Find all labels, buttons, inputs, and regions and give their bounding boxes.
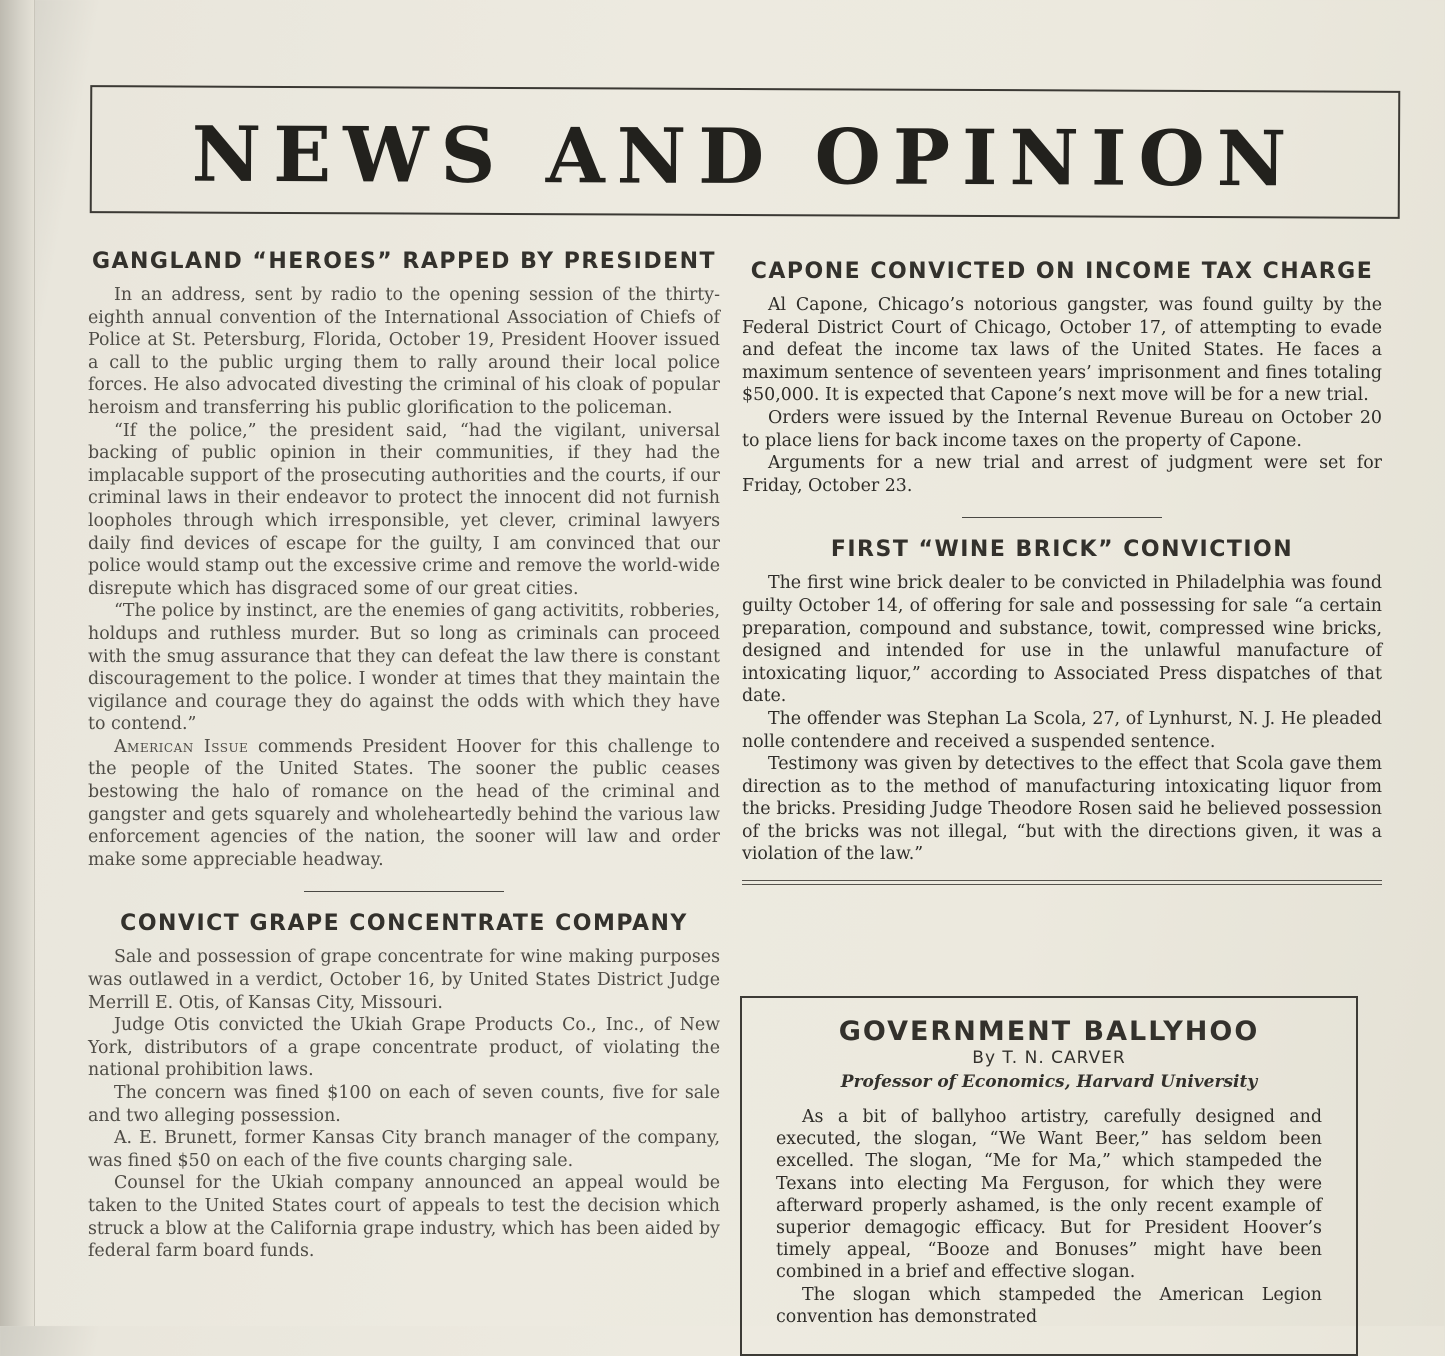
grape-paragraph-4: A. E. Brunett, former Kansas City branch manager of the company, was fined $50 on each of the five counts charging sale.	[88, 1128, 720, 1171]
capone-headline: CAPONE CONVICTED ON INCOME TAX CHARGE	[750, 259, 1374, 284]
article-gangland	[88, 248, 720, 871]
gangland-paragraph-3: “The police by instinct, are the enemies of gang activitits, robberies, holdups and ruthless murder. But so long as criminals can proceed with the smug assurance that they can defeat the law there is constant discouragement to the police. I wonder at times that they maintain the vigilance and courage they do against the odds with which they have to contend.”	[88, 601, 720, 735]
ballyhoo-paragraph-1: As a bit of ballyhoo artistry, carefully designed and executed, the slogan, “We Want Beer,” has seldom been excelled. The slogan, “Me for Ma,” which stampeded the Texans into electing Ma Ferguson, for which they were afterward properly ashamed, is the only recent example of superior demagogic efficacy. But for President Hoover’s timely appeal, “Booze and Bonuses” might have been combined in a brief and effective slogan.	[776, 1107, 1322, 1283]
article-winebrick	[742, 536, 1382, 866]
ballyhoo-paragraph-2: The slogan which stampeded the American Legion convention has demonstrated	[776, 1284, 1322, 1327]
grape-paragraph-2: Judge Otis convicted the Ukiah Grape Products Co., Inc., of New York, distributors of a grape concentrate product, of violating the national prohibition laws.	[88, 1015, 720, 1081]
article-separator	[304, 891, 504, 892]
gangland-paragraph-1: In an address, sent by radio to the opening session of the thirty-eighth annual convention of the International Association of Chiefs of Police at St. Petersburg, Florida, October 19, President Hoover issued a call to the public urging them to rally around their local police forces. He also advocated divesting the criminal of his cloak of popular heroism and transferring his public glorification to the policeman.	[88, 285, 720, 418]
gangland-paragraph-4	[88, 736, 720, 872]
masthead-box	[90, 85, 1401, 219]
grape-headline: CONVICT GRAPE CONCENTRATE COMPANY	[120, 911, 688, 937]
masthead-title: NEWS AND OPINION	[191, 109, 1299, 204]
ballyhoo-byline: By T. N. CARVER	[972, 1048, 1126, 1068]
left-column	[88, 248, 720, 1263]
grape-paragraph-1: Sale and possession of grape concentrate for wine making purposes was outlawed in a verdict, October 16, by United States District Judge Merrill E. Otis, of Kansas City, Missouri.	[88, 947, 720, 1013]
capone-paragraph-3: Arguments for a new trial and arrest of judgment were set for Friday, October 23.	[742, 453, 1382, 496]
article-grape	[88, 910, 720, 1262]
right-column	[742, 258, 1382, 885]
winebrick-headline: FIRST “WINE BRICK” CONVICTION	[830, 537, 1294, 563]
double-rule	[742, 880, 1382, 885]
ballyhoo-headline: GOVERNMENT BALLYHOO	[838, 1016, 1260, 1047]
capone-paragraph-1: Al Capone, Chicago’s notorious gangster, was found guilty by the Federal District Court of Chicago, October 17, of attempting to evade and defeat the income tax laws of the United States. He faces a maximum sentence of seventeen years’ imprisonment and fines totaling $50,000. It is expected that Capone’s next move will be for a new trial.	[742, 295, 1382, 406]
capone-paragraph-2: Orders were issued by the Internal Revenue Bureau on October 20 to place liens for back income taxes on the property of Capone.	[742, 407, 1382, 451]
gangland-headline: GANGLAND “HEROES” RAPPED BY PRESIDENT	[91, 249, 717, 274]
ballyhoo-affiliation: Professor of Economics, Harvard University	[840, 1072, 1258, 1092]
page-edge	[0, 0, 35, 1326]
grape-paragraph-3: The concern was fined $100 on each of seven counts, five for sale and two alleging possession.	[88, 1083, 720, 1126]
ballyhoo-box	[740, 996, 1358, 1356]
winebrick-paragraph-1: The first wine brick dealer to be convicted in Philadelphia was found guilty October 14, of offering for sale and possessing for sale “a certain preparation, compound and substance, towit, compressed wine bricks, designed and intended for use in the unlawful manufacture of intoxicating liquor,” according to Associated Press dispatches of that date.	[742, 573, 1382, 707]
gangland-paragraph-4-text: commends President Hoover for this challenge to the people of the United States. The sooner the public ceases bestowing the halo of romance on the head of the criminal and gangster and gets squarely and wholeheartedly behind the various law enforcement agencies of the nation, the sooner will law and order make some appreciable headway.	[88, 736, 720, 870]
winebrick-paragraph-2: The offender was Stephan La Scola, 27, of Lynhurst, N. J. He pleaded nolle contendere and received a suspended sentence.	[742, 708, 1382, 752]
article-separator	[962, 517, 1162, 518]
gangland-paragraph-2: “If the police,” the president said, “had the vigilant, universal backing of public opinion in their communities, if they had the implacable support of the prosecuting authorities and the courts, if our criminal laws in their endeavor to protect the innocent did not furnish loopholes through which irresponsible, yet clever, criminal lawyers daily find devices of escape for the guilty, I am convinced that our police would stamp out the excessive crime and remove the world-wide disrepute which has disgraced some of our great cities.	[88, 420, 720, 599]
article-capone	[742, 258, 1382, 497]
winebrick-paragraph-3: Testimony was given by detectives to the effect that Scola gave them direction as to the method of manufacturing intoxicating liquor from the bricks. Presiding Judge Theodore Rosen said he believed possession of the bricks was not illegal, “but with the directions given, it was a violation of the law.”	[742, 754, 1382, 865]
grape-paragraph-5: Counsel for the Ukiah company announced an appeal would be taken to the United States court of appeals to test the decision which struck a blow at the California grape industry, which has been aided by federal farm board funds.	[88, 1173, 720, 1262]
publication-name: American Issue	[114, 736, 249, 757]
